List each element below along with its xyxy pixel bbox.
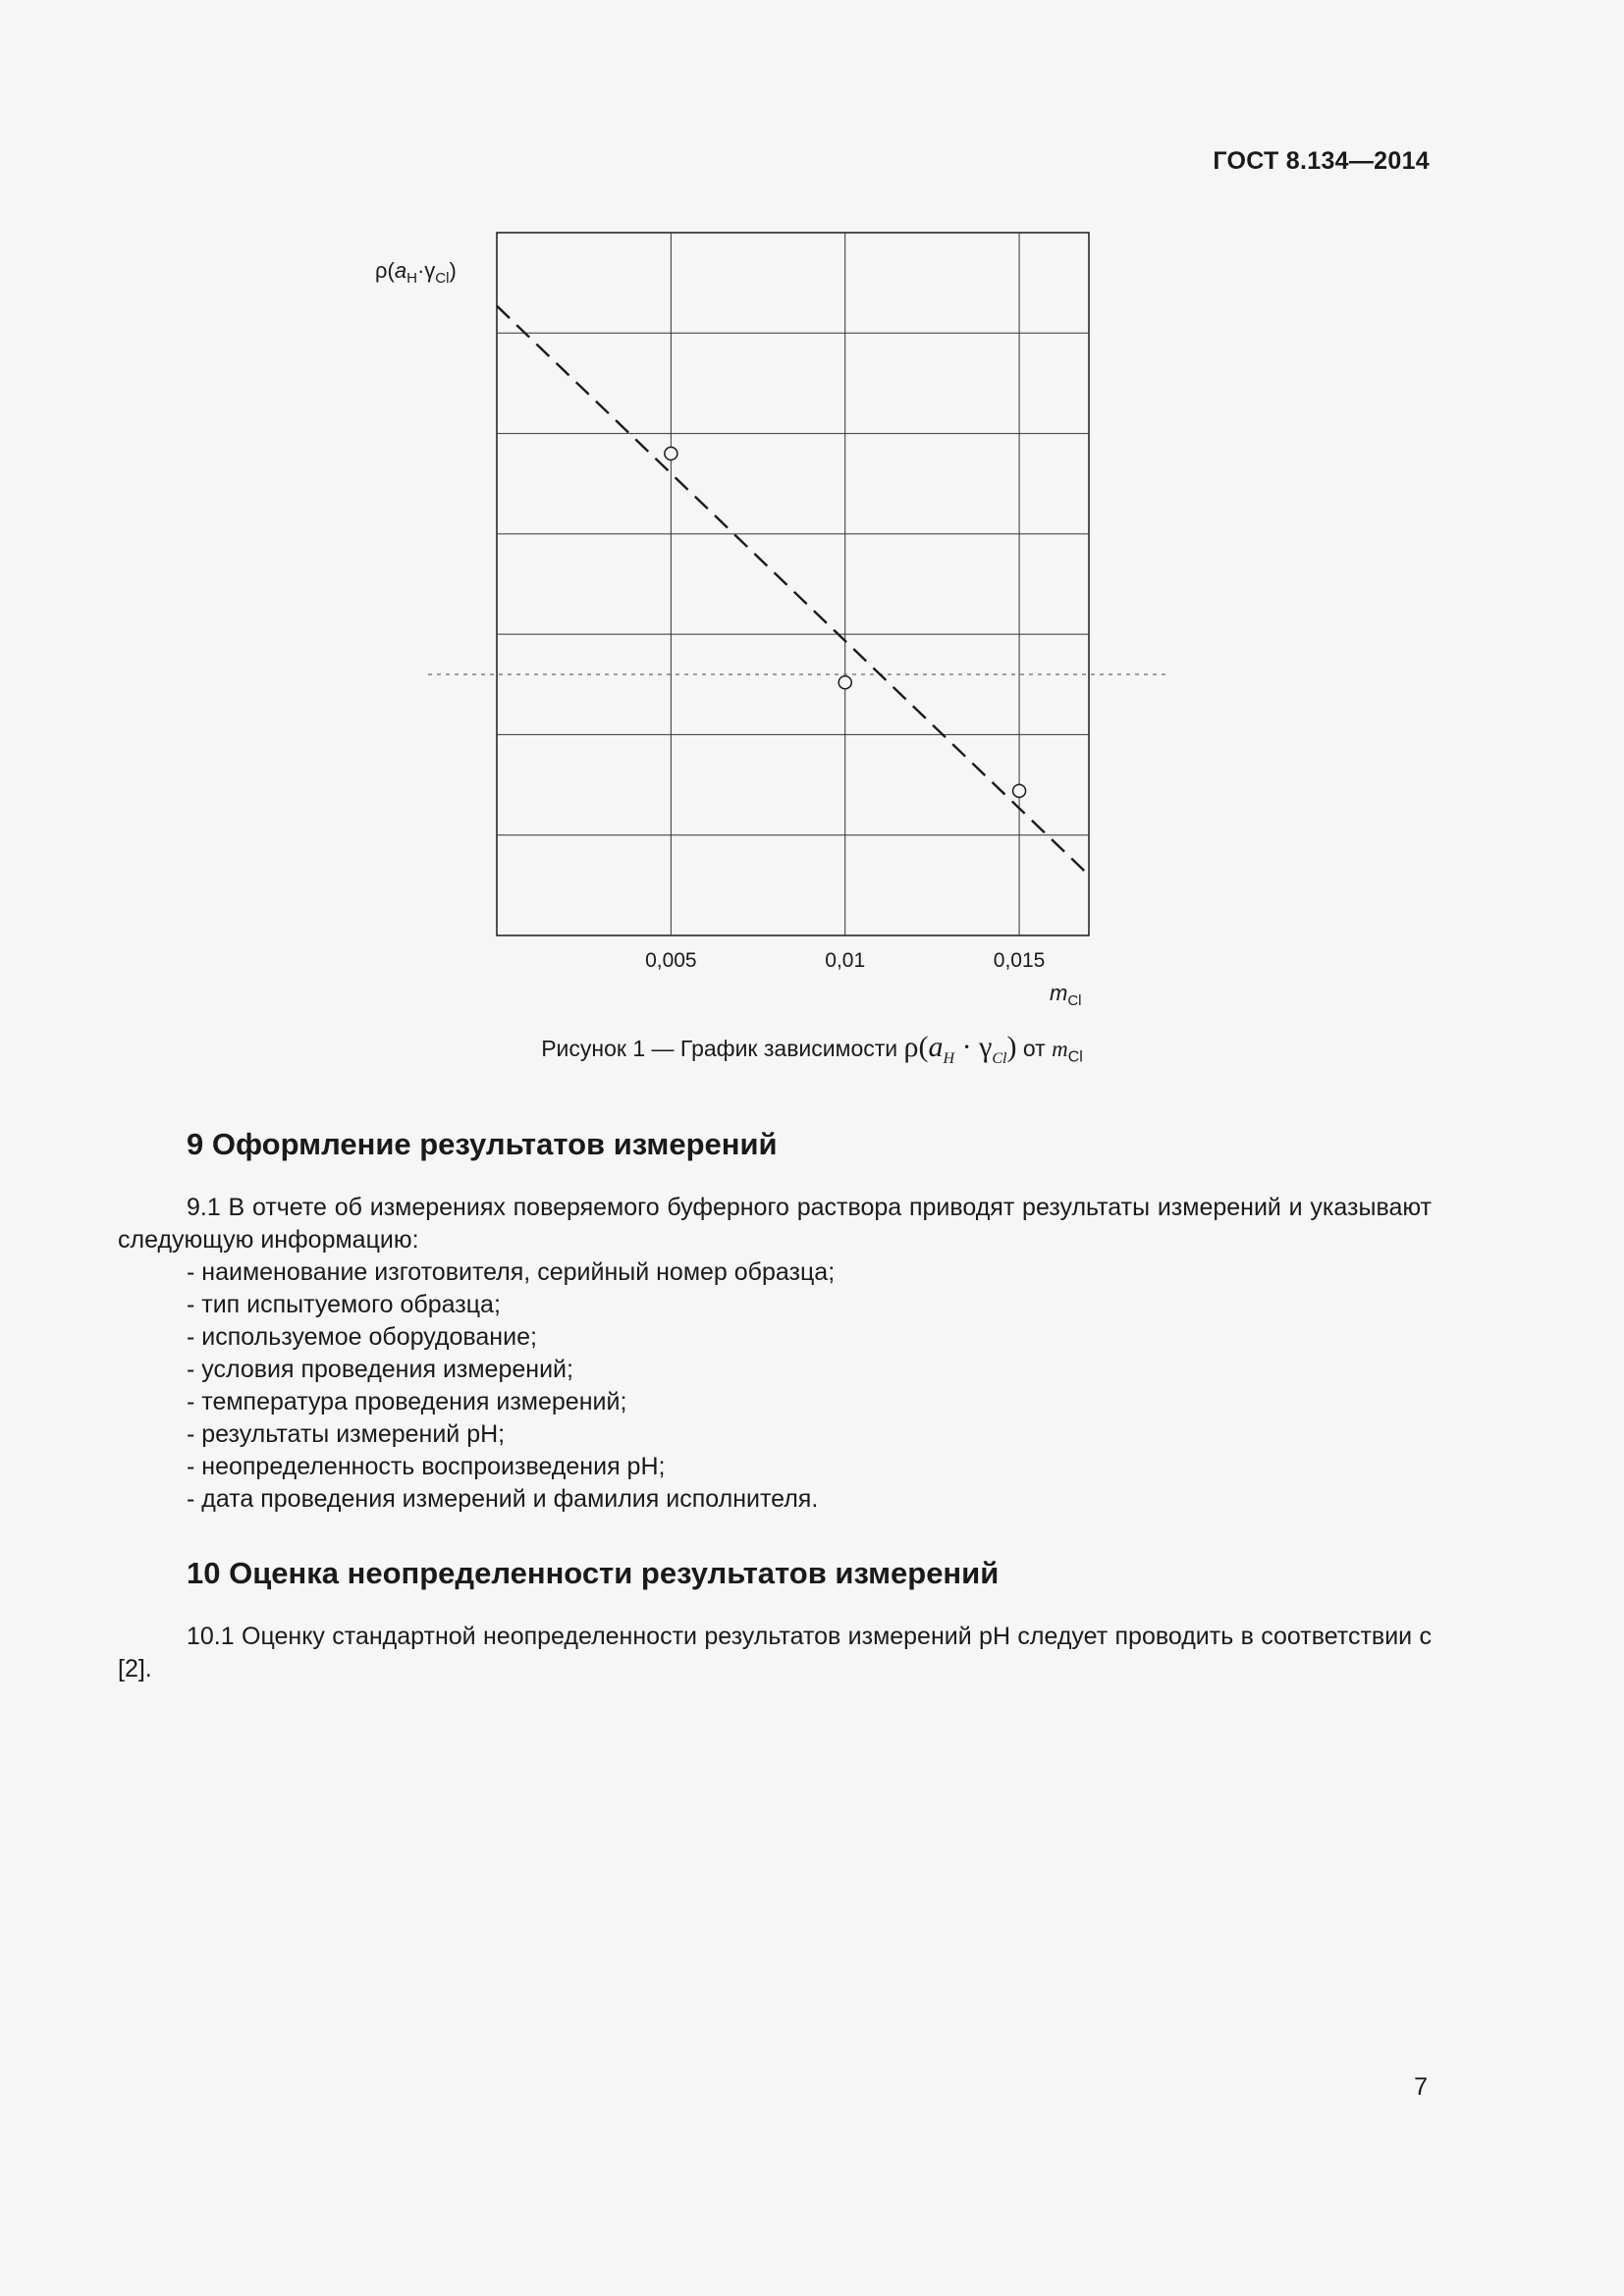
data-point — [665, 448, 677, 460]
list-item: - температура проведения измерений; — [187, 1388, 627, 1415]
list-item: - тип испытуемого образца; — [187, 1291, 501, 1318]
figure-chart — [363, 211, 1208, 1016]
section-9-heading: 9 Оформление результатов измерений — [187, 1127, 778, 1161]
x-tick-label: 0,005 — [645, 949, 697, 972]
list-item: - условия проведения измерений; — [187, 1356, 573, 1383]
document-code: ГОСТ 8.134—2014 — [1213, 147, 1430, 175]
list-item: - неопределенность воспроизведения pH; — [187, 1453, 666, 1480]
caption-prefix: Рисунок 1 — График зависимости — [541, 1036, 898, 1061]
plot-frame — [497, 233, 1089, 935]
section-9-list — [118, 1256, 1432, 1516]
section-9-paragraph: 9.1 В отчете об измерениях поверяемого буферного раствора приводят результаты измерений и указывают следующую информацию: — [118, 1194, 1432, 1254]
list-item: - дата проведения измерений и фамилия исполнителя. — [187, 1485, 819, 1513]
list-item: - используемое оборудование; — [187, 1323, 537, 1351]
fit-dashed-line — [497, 306, 1089, 876]
list-item: - результаты измерений pH; — [187, 1420, 506, 1448]
list-item: - наименование изготовителя, серийный номер образца; — [187, 1258, 836, 1286]
caption-m-variable: $m_{Cl}$ — [1052, 1037, 1083, 1066]
section-10 — [118, 1556, 1432, 1685]
section-10-paragraph: 10.1 Оценку стандартной неопределенности результатов измерений pH следует проводить в соответствии с [2]. — [118, 1623, 1432, 1682]
x-tick-label: 0,01 — [825, 949, 866, 972]
x-tick-label: 0,015 — [993, 949, 1046, 972]
data-point — [839, 676, 851, 689]
caption-mid: от — [1022, 1036, 1046, 1061]
x-tick-labels — [645, 949, 1045, 972]
page-number: 7 — [1414, 2073, 1428, 2101]
y-axis-label: $\rho(a_H\cdot\gamma_{Cl})$ — [375, 258, 457, 287]
section-9 — [118, 1127, 1432, 1516]
figure-caption — [0, 1031, 1624, 1068]
x-axis-label: $m_{Cl}$ — [1050, 981, 1082, 1009]
caption-formula: $\rho(a_H \cdot \gamma_{Cl})$ — [903, 1031, 1017, 1067]
data-point — [1013, 784, 1026, 797]
section-10-heading: 10 Оценка неопределенности результатов измерений — [187, 1556, 1000, 1590]
chart-grid — [497, 233, 1089, 935]
